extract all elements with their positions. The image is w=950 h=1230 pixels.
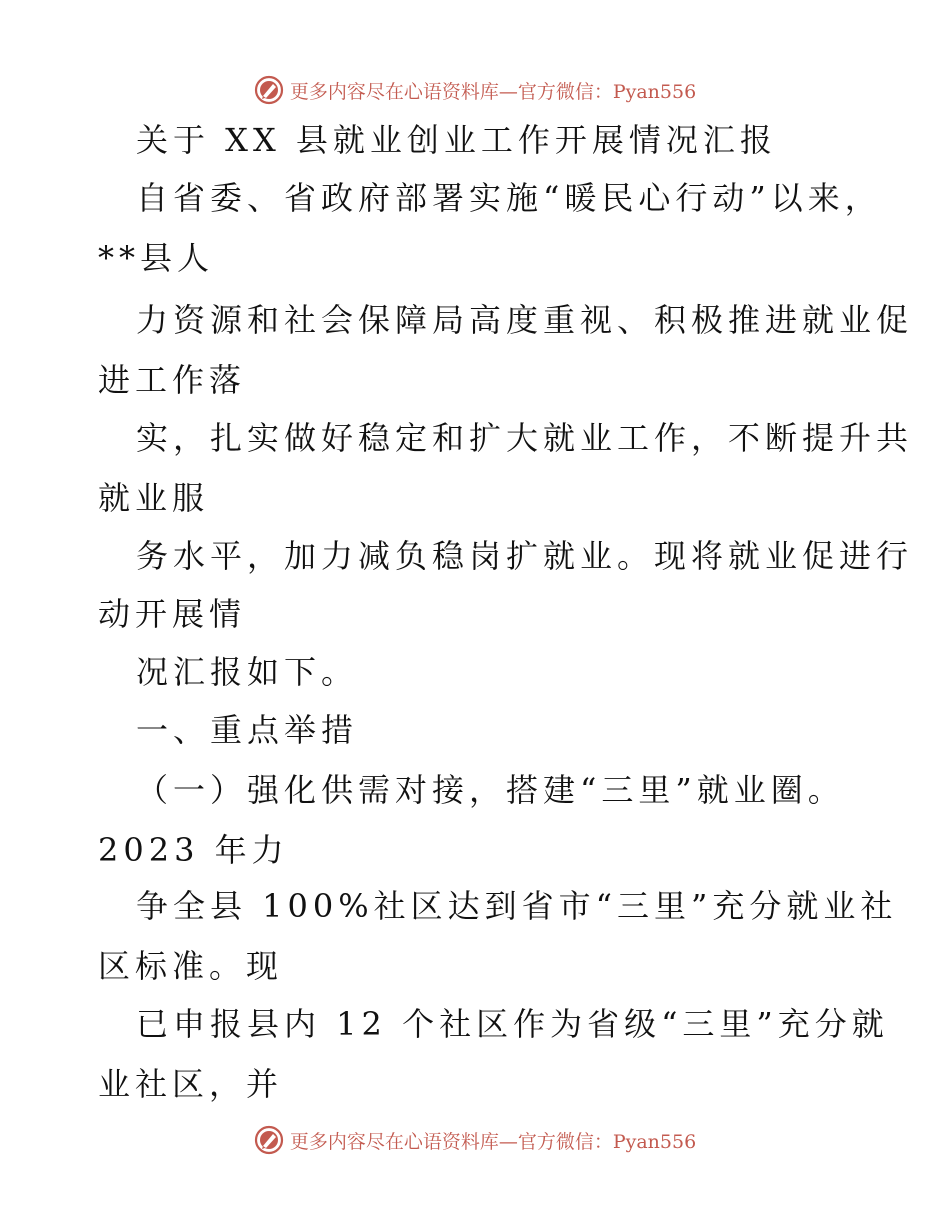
paragraph-line: 自省委、省政府部署实施“暖民心行动”以来， <box>136 179 882 217</box>
section-heading: 一、重点举措 <box>136 711 359 749</box>
paragraph-line: **县人 <box>98 239 215 277</box>
paragraph-line: 况汇报如下。 <box>136 653 359 691</box>
watermark-text: 更多内容尽在心语资料库—官方微信：Pyan556 <box>289 1130 697 1153</box>
paragraph-line: 动开展情 <box>98 595 247 633</box>
document-title: 关于 XX 县就业创业工作开展情况汇报 <box>136 121 777 159</box>
paragraph-line: 2023 年力 <box>98 831 289 869</box>
subsection-heading: （一）强化供需对接，搭建“三里”就业圈。 <box>136 771 845 809</box>
paragraph-line: 力资源和社会保障局高度重视、积极推进就业促 <box>136 301 914 339</box>
watermark-text: 更多内容尽在心语资料库—官方微信：Pyan556 <box>289 80 697 103</box>
paragraph-line: 就业服 <box>98 479 210 517</box>
paragraph-line: 已申报县内 12 个社区作为省级“三里”充分就 <box>136 1005 889 1043</box>
paragraph-line: 区标准。现 <box>98 947 284 985</box>
paragraph-line: 业社区，并 <box>98 1065 284 1103</box>
paragraph-line: 实，扎实做好稳定和扩大就业工作，不断提升共 <box>136 419 914 457</box>
paragraph-line: 争全县 100%社区达到省市“三里”充分就业社 <box>136 887 898 925</box>
pen-seal-logo-icon <box>254 75 284 105</box>
header-watermark <box>0 70 950 110</box>
pen-seal-logo-icon <box>254 1125 284 1155</box>
paragraph-line: 进工作落 <box>98 361 247 399</box>
paragraph-line: 务水平，加力减负稳岗扩就业。现将就业促进行 <box>136 537 914 575</box>
footer-watermark <box>0 1120 950 1160</box>
